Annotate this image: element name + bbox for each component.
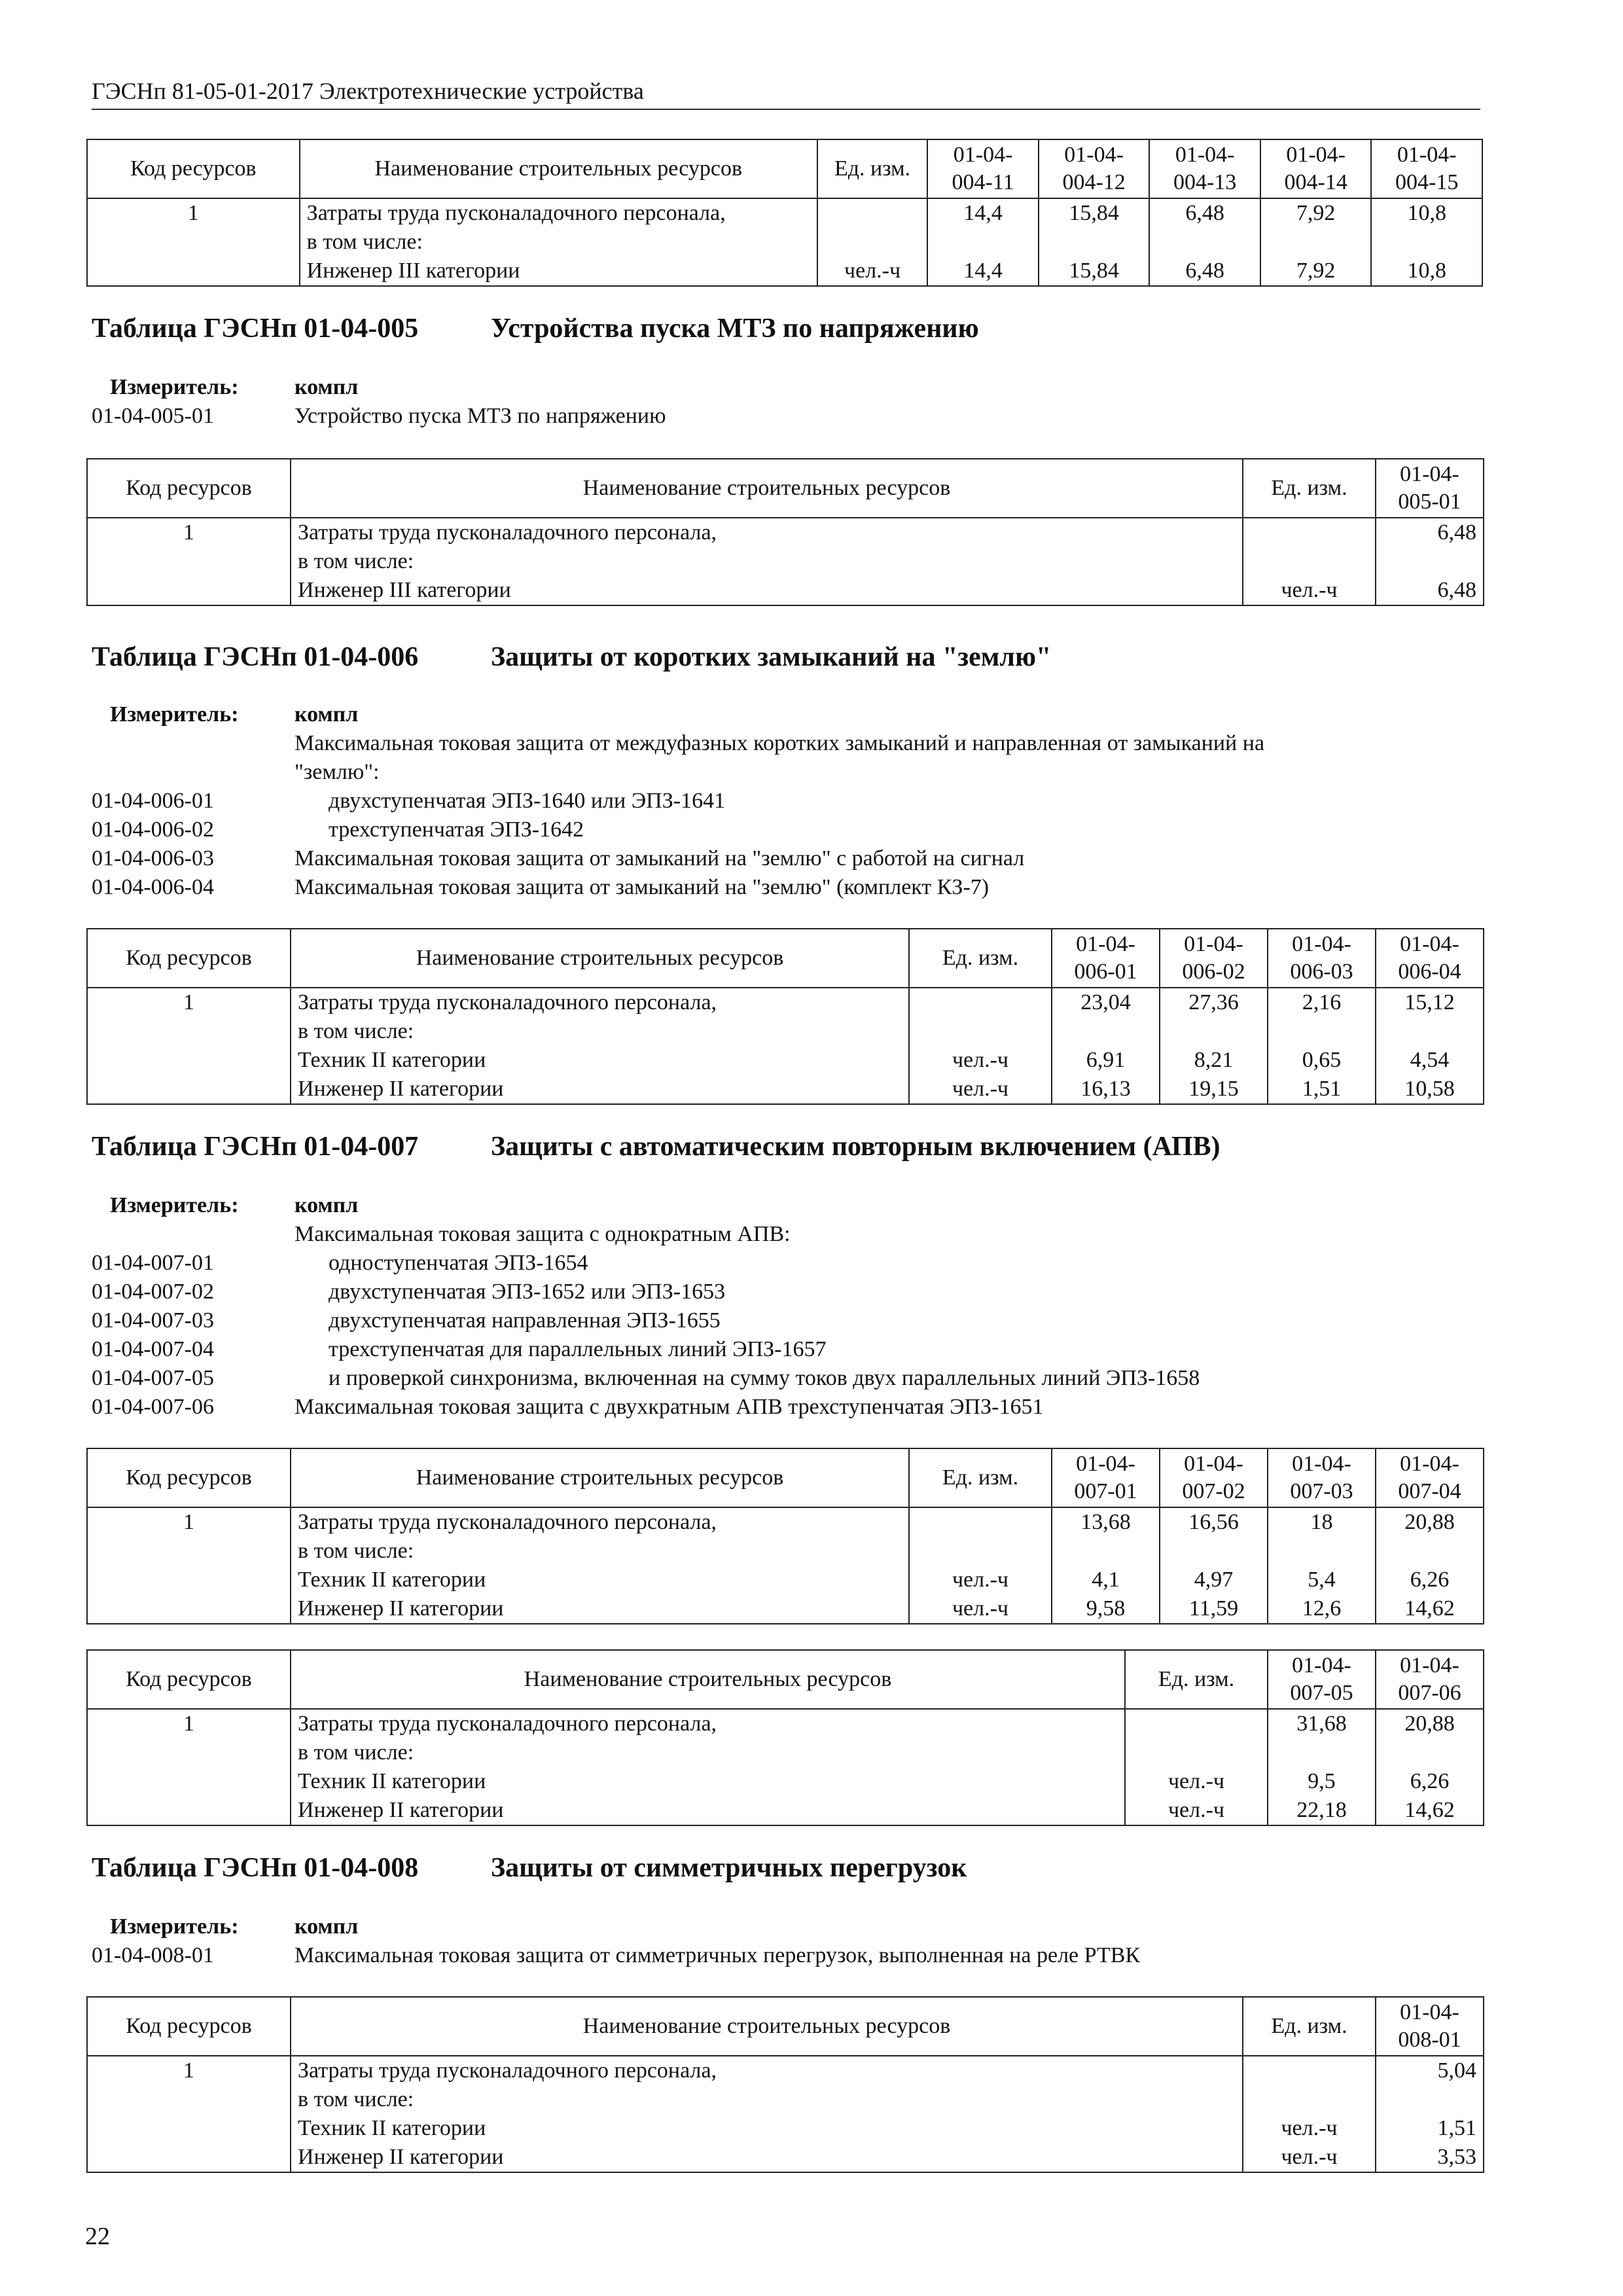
table-value: 10,8 bbox=[1371, 198, 1482, 228]
resource-table bbox=[86, 1649, 1484, 1826]
col-name-header: Наименование строительных ресурсов bbox=[300, 139, 817, 198]
col-unit-header: Ед. изм. bbox=[909, 1448, 1052, 1507]
col-unit-header: Ед. изм. bbox=[1243, 459, 1376, 518]
resource-code: 1 bbox=[87, 2056, 291, 2085]
col-norm-header: 01-04- 007-06 bbox=[1376, 1650, 1484, 1709]
measure-label: Измеритель: bbox=[110, 702, 239, 726]
section-name: Защиты от симметричных перегрузок bbox=[491, 1853, 967, 1883]
section-title bbox=[92, 641, 1052, 673]
col-norm-header: 01-04- 004-15 bbox=[1371, 139, 1482, 198]
item-code: 01-04-007-03 bbox=[92, 1308, 214, 1333]
table-value: 31,68 bbox=[1268, 1709, 1376, 1738]
table-value: 6,48 bbox=[1149, 198, 1260, 228]
table-value: 15,12 bbox=[1376, 988, 1484, 1017]
table-value: 2,16 bbox=[1268, 988, 1376, 1017]
table-row bbox=[87, 1537, 1484, 1566]
table-value: 7,92 bbox=[1260, 257, 1372, 286]
section-code: Таблица ГЭСНп 01-04-006 bbox=[92, 642, 419, 672]
section-title bbox=[92, 313, 979, 344]
item-code: 01-04-007-02 bbox=[92, 1280, 214, 1304]
table-value: 6,48 bbox=[1376, 518, 1484, 547]
table-value: 14,4 bbox=[927, 257, 1039, 286]
resource-table bbox=[86, 458, 1484, 606]
table-row bbox=[87, 1075, 1484, 1104]
col-code-header: Код ресурсов bbox=[87, 929, 291, 988]
item-intro: Максимальная токовая защита с однократным АПВ: bbox=[294, 1222, 791, 1246]
unit-cell: чел.-ч bbox=[1243, 2143, 1376, 2172]
table-value: 16,13 bbox=[1052, 1075, 1160, 1104]
header-rule bbox=[92, 109, 1480, 110]
item-text: трехступенчатая для параллельных линий ЭПЗ-1657 bbox=[329, 1337, 827, 1361]
table-row bbox=[87, 2056, 1484, 2085]
table-value: 4,97 bbox=[1160, 1566, 1268, 1594]
resource-name: Инженер II категории bbox=[291, 1594, 909, 1624]
measure-block bbox=[92, 700, 1466, 897]
unit-cell: чел.-ч bbox=[1125, 1796, 1268, 1825]
resource-table bbox=[86, 928, 1484, 1105]
resource-name: Инженер II категории bbox=[291, 1075, 909, 1104]
col-norm-header: 01-04- 004-14 bbox=[1260, 139, 1372, 198]
resource-code: 1 bbox=[87, 1507, 291, 1537]
section-name: Устройства пуска МТЗ по напряжению bbox=[491, 314, 979, 344]
resource-name: Затраты труда пусконаладочного персонала, bbox=[291, 1709, 1125, 1738]
table-value: 27,36 bbox=[1160, 988, 1268, 1017]
col-unit-header: Ед. изм. bbox=[817, 139, 928, 198]
resource-name: Техник II категории bbox=[291, 1046, 909, 1075]
resource-code: 1 bbox=[87, 198, 300, 228]
col-norm-header: 01-04- 006-02 bbox=[1160, 929, 1268, 988]
col-norm-header: 01-04- 006-04 bbox=[1376, 929, 1484, 988]
unit-cell: чел.-ч bbox=[1243, 576, 1376, 605]
item-code: 01-04-006-01 bbox=[92, 789, 214, 813]
table-row bbox=[87, 547, 1484, 576]
table-value: 9,58 bbox=[1052, 1594, 1160, 1624]
table-value: 18 bbox=[1268, 1507, 1376, 1537]
table-value: 14,62 bbox=[1376, 1594, 1484, 1624]
resource-name: Техник II категории bbox=[291, 2114, 1243, 2143]
col-code-header: Код ресурсов bbox=[87, 1650, 291, 1709]
table-value: 16,56 bbox=[1160, 1507, 1268, 1537]
item-code: 01-04-006-04 bbox=[92, 875, 214, 899]
table-value: 15,84 bbox=[1039, 198, 1150, 228]
col-code-header: Код ресурсов bbox=[87, 139, 300, 198]
resource-name: Затраты труда пусконаладочного персонала, bbox=[300, 198, 817, 228]
table-row bbox=[87, 198, 1482, 228]
col-norm-header: 01-04- 008-01 bbox=[1376, 1997, 1484, 2056]
col-norm-header: 01-04- 007-05 bbox=[1268, 1650, 1376, 1709]
resource-name: в том числе: bbox=[291, 2085, 1243, 2114]
item-code: 01-04-008-01 bbox=[92, 1943, 214, 1967]
table-value: 20,88 bbox=[1376, 1507, 1484, 1537]
resource-name: в том числе: bbox=[291, 1738, 1125, 1767]
table-row bbox=[87, 1594, 1484, 1624]
item-text: Устройство пуска МТЗ по напряжению bbox=[294, 404, 666, 428]
resource-name: Затраты труда пусконаладочного персонала, bbox=[291, 518, 1243, 547]
resource-code: 1 bbox=[87, 518, 291, 547]
measure-label: Измеритель: bbox=[110, 1914, 239, 1939]
item-text: двухступенчатая ЭПЗ-1640 или ЭПЗ-1641 bbox=[329, 789, 726, 813]
resource-name: Затраты труда пусконаладочного персонала, bbox=[291, 2056, 1243, 2085]
measure-block bbox=[92, 1191, 1466, 1427]
table-value: 8,21 bbox=[1160, 1046, 1268, 1075]
resource-name: Инженер III категории bbox=[300, 257, 817, 286]
table-value: 5,04 bbox=[1376, 2056, 1484, 2085]
table-value: 6,48 bbox=[1376, 576, 1484, 605]
table-row bbox=[87, 1566, 1484, 1594]
col-unit-header: Ед. изм. bbox=[1243, 1997, 1376, 2056]
col-name-header: Наименование строительных ресурсов bbox=[291, 929, 909, 988]
measure-unit: компл bbox=[294, 1914, 359, 1939]
table-row bbox=[87, 576, 1484, 605]
section-code: Таблица ГЭСНп 01-04-008 bbox=[92, 1853, 419, 1883]
resource-name: в том числе: bbox=[291, 1537, 909, 1566]
table-row bbox=[87, 257, 1482, 286]
table-value: 6,91 bbox=[1052, 1046, 1160, 1075]
resource-name: в том числе: bbox=[291, 547, 1243, 576]
col-norm-header: 01-04- 005-01 bbox=[1376, 459, 1484, 518]
measure-label: Измеритель: bbox=[110, 1193, 239, 1217]
table-row bbox=[87, 228, 1482, 257]
table-row bbox=[87, 518, 1484, 547]
table-row bbox=[87, 1709, 1484, 1738]
item-text: трехступенчатая ЭПЗ-1642 bbox=[329, 817, 584, 842]
section-name: Защиты от коротких замыканий на "землю" bbox=[491, 642, 1052, 672]
measure-unit: компл bbox=[294, 375, 359, 399]
resource-name: в том числе: bbox=[300, 228, 817, 257]
resource-table bbox=[86, 1996, 1484, 2173]
table-row bbox=[87, 2143, 1484, 2172]
table-value: 4,1 bbox=[1052, 1566, 1160, 1594]
table-value: 9,5 bbox=[1268, 1767, 1376, 1796]
measure-block bbox=[92, 1912, 1466, 1978]
col-norm-header: 01-04- 007-01 bbox=[1052, 1448, 1160, 1507]
item-code: 01-04-006-03 bbox=[92, 846, 214, 870]
resource-table bbox=[86, 139, 1483, 287]
table-value: 3,53 bbox=[1376, 2143, 1484, 2172]
col-code-header: Код ресурсов bbox=[87, 459, 291, 518]
item-text: двухступенчатая ЭПЗ-1652 или ЭПЗ-1653 bbox=[329, 1280, 726, 1304]
col-norm-header: 01-04- 006-01 bbox=[1052, 929, 1160, 988]
unit-cell: чел.-ч bbox=[909, 1075, 1052, 1104]
table-row bbox=[87, 1507, 1484, 1537]
table-row bbox=[87, 2085, 1484, 2114]
unit-cell: чел.-ч bbox=[1125, 1767, 1268, 1796]
table-value: 20,88 bbox=[1376, 1709, 1484, 1738]
item-code: 01-04-007-05 bbox=[92, 1366, 214, 1390]
resource-code: 1 bbox=[87, 988, 291, 1017]
resource-name: Инженер III категории bbox=[291, 576, 1243, 605]
item-text: двухступенчатая направленная ЭПЗ-1655 bbox=[329, 1308, 721, 1333]
table-value: 7,92 bbox=[1260, 198, 1372, 228]
table-value: 23,04 bbox=[1052, 988, 1160, 1017]
table-row bbox=[87, 1738, 1484, 1767]
table-value: 22,18 bbox=[1268, 1796, 1376, 1825]
table-row bbox=[87, 1767, 1484, 1796]
unit-cell: чел.-ч bbox=[817, 257, 928, 286]
section-title bbox=[92, 1852, 967, 1884]
section-code: Таблица ГЭСНп 01-04-005 bbox=[92, 314, 419, 344]
table-value: 14,4 bbox=[927, 198, 1039, 228]
col-norm-header: 01-04- 006-03 bbox=[1268, 929, 1376, 988]
table-value: 10,8 bbox=[1371, 257, 1482, 286]
table-row bbox=[87, 988, 1484, 1017]
measure-block bbox=[92, 373, 1466, 439]
resource-name: Техник II категории bbox=[291, 1566, 909, 1594]
table-value: 10,58 bbox=[1376, 1075, 1484, 1104]
table-row bbox=[87, 2114, 1484, 2143]
col-name-header: Наименование строительных ресурсов bbox=[291, 1650, 1125, 1709]
item-code: 01-04-007-01 bbox=[92, 1251, 214, 1275]
col-code-header: Код ресурсов bbox=[87, 1448, 291, 1507]
item-text: и проверкой синхронизма, включенная на сумму токов двух параллельных линий ЭПЗ-1658 bbox=[329, 1366, 1200, 1390]
unit-cell: чел.-ч bbox=[909, 1046, 1052, 1075]
table-value: 11,59 bbox=[1160, 1594, 1268, 1624]
unit-cell: чел.-ч bbox=[909, 1594, 1052, 1624]
item-text: Максимальная токовая защита от замыканий на "землю" с работой на сигнал bbox=[294, 846, 1025, 870]
item-text: Максимальная токовая защита от симметричных перегрузок, выполненная на реле РТВК bbox=[294, 1943, 1141, 1967]
table-value: 19,15 bbox=[1160, 1075, 1268, 1104]
table-value: 12,6 bbox=[1268, 1594, 1376, 1624]
item-intro: Максимальная токовая защита от междуфазных коротких замыканий и направленная от замыканий на bbox=[294, 731, 1265, 755]
table-value: 13,68 bbox=[1052, 1507, 1160, 1537]
running-header: ГЭСНп 81-05-01-2017 Электротехнические устройства bbox=[92, 78, 644, 104]
table-value: 6,26 bbox=[1376, 1566, 1484, 1594]
table-value: 0,65 bbox=[1268, 1046, 1376, 1075]
col-name-header: Наименование строительных ресурсов bbox=[291, 1997, 1243, 2056]
section-name: Защиты с автоматическим повторным включением (АПВ) bbox=[491, 1132, 1221, 1162]
page-number: 22 bbox=[85, 2223, 110, 2250]
unit-cell: чел.-ч bbox=[909, 1566, 1052, 1594]
col-name-header: Наименование строительных ресурсов bbox=[291, 1448, 909, 1507]
col-norm-header: 01-04- 004-11 bbox=[927, 139, 1039, 198]
measure-label: Измеритель: bbox=[110, 375, 239, 399]
table-value: 5,4 bbox=[1268, 1566, 1376, 1594]
item-text: Максимальная токовая защита с двухкратным АПВ трехступенчатая ЭПЗ-1651 bbox=[294, 1395, 1044, 1419]
item-code: 01-04-006-02 bbox=[92, 817, 214, 842]
col-code-header: Код ресурсов bbox=[87, 1997, 291, 2056]
table-value: 6,26 bbox=[1376, 1767, 1484, 1796]
item-code: 01-04-007-06 bbox=[92, 1395, 214, 1419]
item-text: одноступенчатая ЭПЗ-1654 bbox=[329, 1251, 588, 1275]
table-value: 14,62 bbox=[1376, 1796, 1484, 1825]
section-title bbox=[92, 1131, 1221, 1162]
table-value: 1,51 bbox=[1376, 2114, 1484, 2143]
resource-table bbox=[86, 1448, 1484, 1624]
col-unit-header: Ед. изм. bbox=[909, 929, 1052, 988]
col-norm-header: 01-04- 004-12 bbox=[1039, 139, 1150, 198]
table-value: 1,51 bbox=[1268, 1075, 1376, 1104]
col-norm-header: 01-04- 007-03 bbox=[1268, 1448, 1376, 1507]
table-row bbox=[87, 1796, 1484, 1825]
item-code: 01-04-005-01 bbox=[92, 404, 214, 428]
measure-unit: компл bbox=[294, 1193, 359, 1217]
item-intro: "землю": bbox=[294, 760, 380, 784]
table-value: 4,54 bbox=[1376, 1046, 1484, 1075]
resource-code: 1 bbox=[87, 1709, 291, 1738]
resource-name: Инженер II категории bbox=[291, 1796, 1125, 1825]
unit-cell: чел.-ч bbox=[1243, 2114, 1376, 2143]
item-code: 01-04-007-04 bbox=[92, 1337, 214, 1361]
col-unit-header: Ед. изм. bbox=[1125, 1650, 1268, 1709]
col-norm-header: 01-04- 007-02 bbox=[1160, 1448, 1268, 1507]
section-code: Таблица ГЭСНп 01-04-007 bbox=[92, 1132, 419, 1162]
table-row bbox=[87, 1017, 1484, 1046]
resource-name: Затраты труда пусконаладочного персонала, bbox=[291, 1507, 909, 1537]
col-name-header: Наименование строительных ресурсов bbox=[291, 459, 1243, 518]
col-norm-header: 01-04- 007-04 bbox=[1376, 1448, 1484, 1507]
measure-unit: компл bbox=[294, 702, 359, 726]
item-text: Максимальная токовая защита от замыканий на "землю" (комплект КЗ-7) bbox=[294, 875, 990, 899]
table-value: 15,84 bbox=[1039, 257, 1150, 286]
table-row bbox=[87, 1046, 1484, 1075]
resource-name: Инженер II категории bbox=[291, 2143, 1243, 2172]
resource-name: Техник II категории bbox=[291, 1767, 1125, 1796]
table-value: 6,48 bbox=[1149, 257, 1260, 286]
resource-name: в том числе: bbox=[291, 1017, 909, 1046]
col-norm-header: 01-04- 004-13 bbox=[1149, 139, 1260, 198]
resource-name: Затраты труда пусконаладочного персонала, bbox=[291, 988, 909, 1017]
